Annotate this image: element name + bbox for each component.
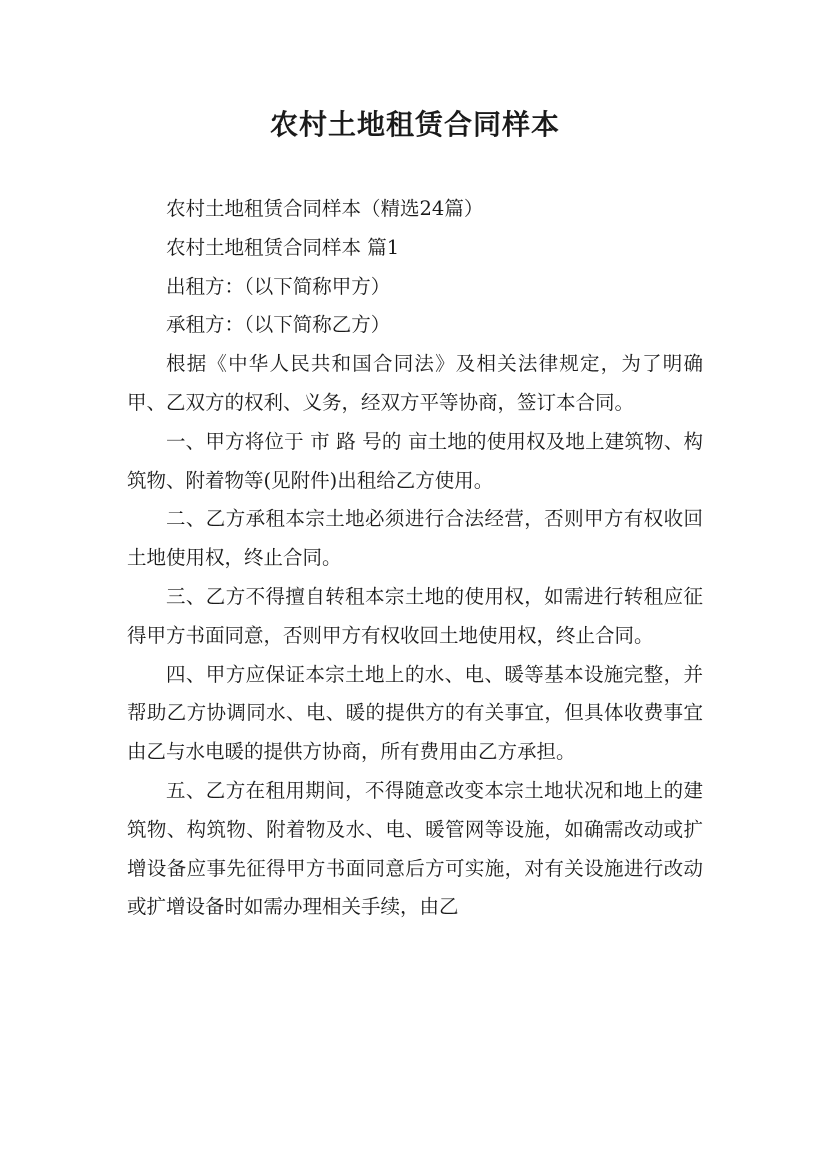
paragraph-clause-2: 二、乙方承租本宗土地必须进行合法经营，否则甲方有权收回土地使用权，终止合同。 bbox=[127, 507, 703, 570]
document-body bbox=[127, 190, 703, 927]
paragraph-clause-1: 一、甲方将位于 市 路 号的 亩土地的使用权及地上建筑物、构筑物、附着物等(见附件)出租给乙方使用。 bbox=[127, 429, 703, 492]
paragraph-clause-5: 五、乙方在租用期间，不得随意改变本宗土地状况和地上的建筑物、构筑物、附着物及水、电、暖管网等设施，如确需改动或扩增设备应事先征得甲方书面同意后方可实施，对有关设施进行改动或扩增设备时如需办理相关手续，由乙 bbox=[127, 778, 703, 919]
paragraph-subtitle: 农村土地租赁合同样本（精选24篇） bbox=[166, 197, 484, 220]
paragraph-section-heading: 农村土地租赁合同样本 篇1 bbox=[166, 235, 400, 259]
paragraph-clause-4: 四、甲方应保证本宗土地上的水、电、暖等基本设施完整，并帮助乙方协调同水、电、暖的提供方的有关事宜，但具体收费事宜由乙与水电暖的提供方协商，所有费用由乙方承担。 bbox=[127, 662, 703, 764]
document-title: 农村土地租赁合同样本 bbox=[269, 108, 560, 141]
paragraph-preamble: 根据《中华人民共和国合同法》及相关法律规定，为了明确甲、乙双方的权利、义务，经双方平等协商，签订本合同。 bbox=[127, 352, 703, 414]
paragraph-lessee: 承租方：（以下简称乙方） bbox=[166, 313, 391, 337]
paragraph-clause-3: 三、乙方不得擅自转租本宗土地的使用权，如需进行转租应征得甲方书面同意，否则甲方有权收回土地使用权，终止合同。 bbox=[127, 584, 703, 647]
paragraph-lessor: 出租方：（以下简称甲方） bbox=[166, 274, 391, 298]
